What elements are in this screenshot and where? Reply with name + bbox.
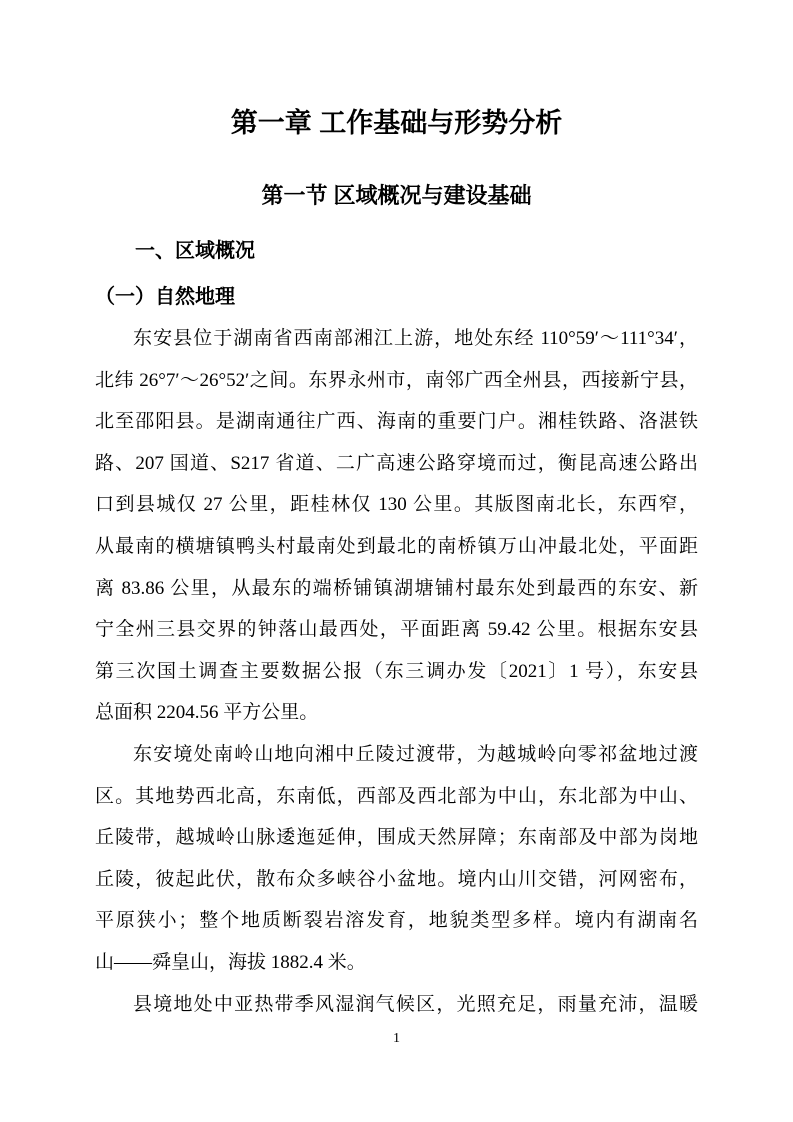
text-line: 区。其地势西北高，东南低，西部及西北部为中山，东北部为中山、	[95, 785, 698, 807]
page-number: 1	[393, 1031, 400, 1046]
text-line: 北至邵阳县。是湖南通往广西、海南的重要门户。湘桂铁路、洛湛铁	[95, 411, 698, 433]
text-line: 总面积 2204.56 平方公里。	[95, 702, 319, 724]
text-line: 路、207 国道、S217 省道、二广高速公路穿境而过，衡昆高速公路出	[95, 452, 698, 474]
text-line: 丘陵，彼起此伏，散布众多峡谷小盆地。境内山川交错，河网密布，	[95, 868, 698, 890]
text-line: 口到县城仅 27 公里，距桂林仅 130 公里。其版图南北长，东西窄，	[95, 494, 698, 516]
paragraph	[95, 318, 698, 734]
chapter-title: 第一章 工作基础与形势分析	[230, 108, 563, 138]
paragraph	[95, 984, 698, 1026]
text-line: 北纬 26°7′～26°52′之间。东界永州市，南邻广西全州县，西接新宁县，	[95, 369, 698, 391]
text-line: 东安县位于湖南省西南部湘江上游，地处东经 110°59′～111°34′，	[133, 328, 698, 349]
paragraph	[95, 734, 698, 984]
sub-heading: （一）自然地理	[95, 286, 235, 308]
section-title: 第一节 区域概况与建设基础	[261, 183, 532, 208]
text-line: 从最南的横塘镇鸭头村最南处到最北的南桥镇万山冲最北处，平面距	[95, 535, 698, 557]
body-text	[95, 318, 698, 1025]
text-line: 宁全州三县交界的钟落山最西处，平面距离 59.42 公里。根据东安县	[95, 619, 698, 641]
text-line: 离 83.86 公里，从最东的端桥铺镇湖塘铺村最东处到最西的东安、新	[95, 577, 698, 599]
text-line: 丘陵带，越城岭山脉逶迤延伸，围成天然屏障；东南部及中部为岗地	[95, 827, 698, 849]
document-content	[0, 106, 793, 1025]
text-line: 第三次国土调查主要数据公报（东三调办发〔2021〕1 号），东安县	[95, 660, 698, 682]
text-line: 山——舜皇山，海拔 1882.4 米。	[95, 951, 366, 973]
text-line: 平原狭小；整个地质断裂岩溶发育，地貌类型多样。境内有湖南名	[95, 910, 698, 932]
numbered-heading: 一、区域概况	[135, 240, 255, 262]
text-line: 县境地处中亚热带季风湿润气候区，光照充足，雨量充沛，温暖	[133, 993, 698, 1015]
text-line: 东安境处南岭山地向湘中丘陵过渡带，为越城岭向零祁盆地过渡	[133, 743, 698, 765]
